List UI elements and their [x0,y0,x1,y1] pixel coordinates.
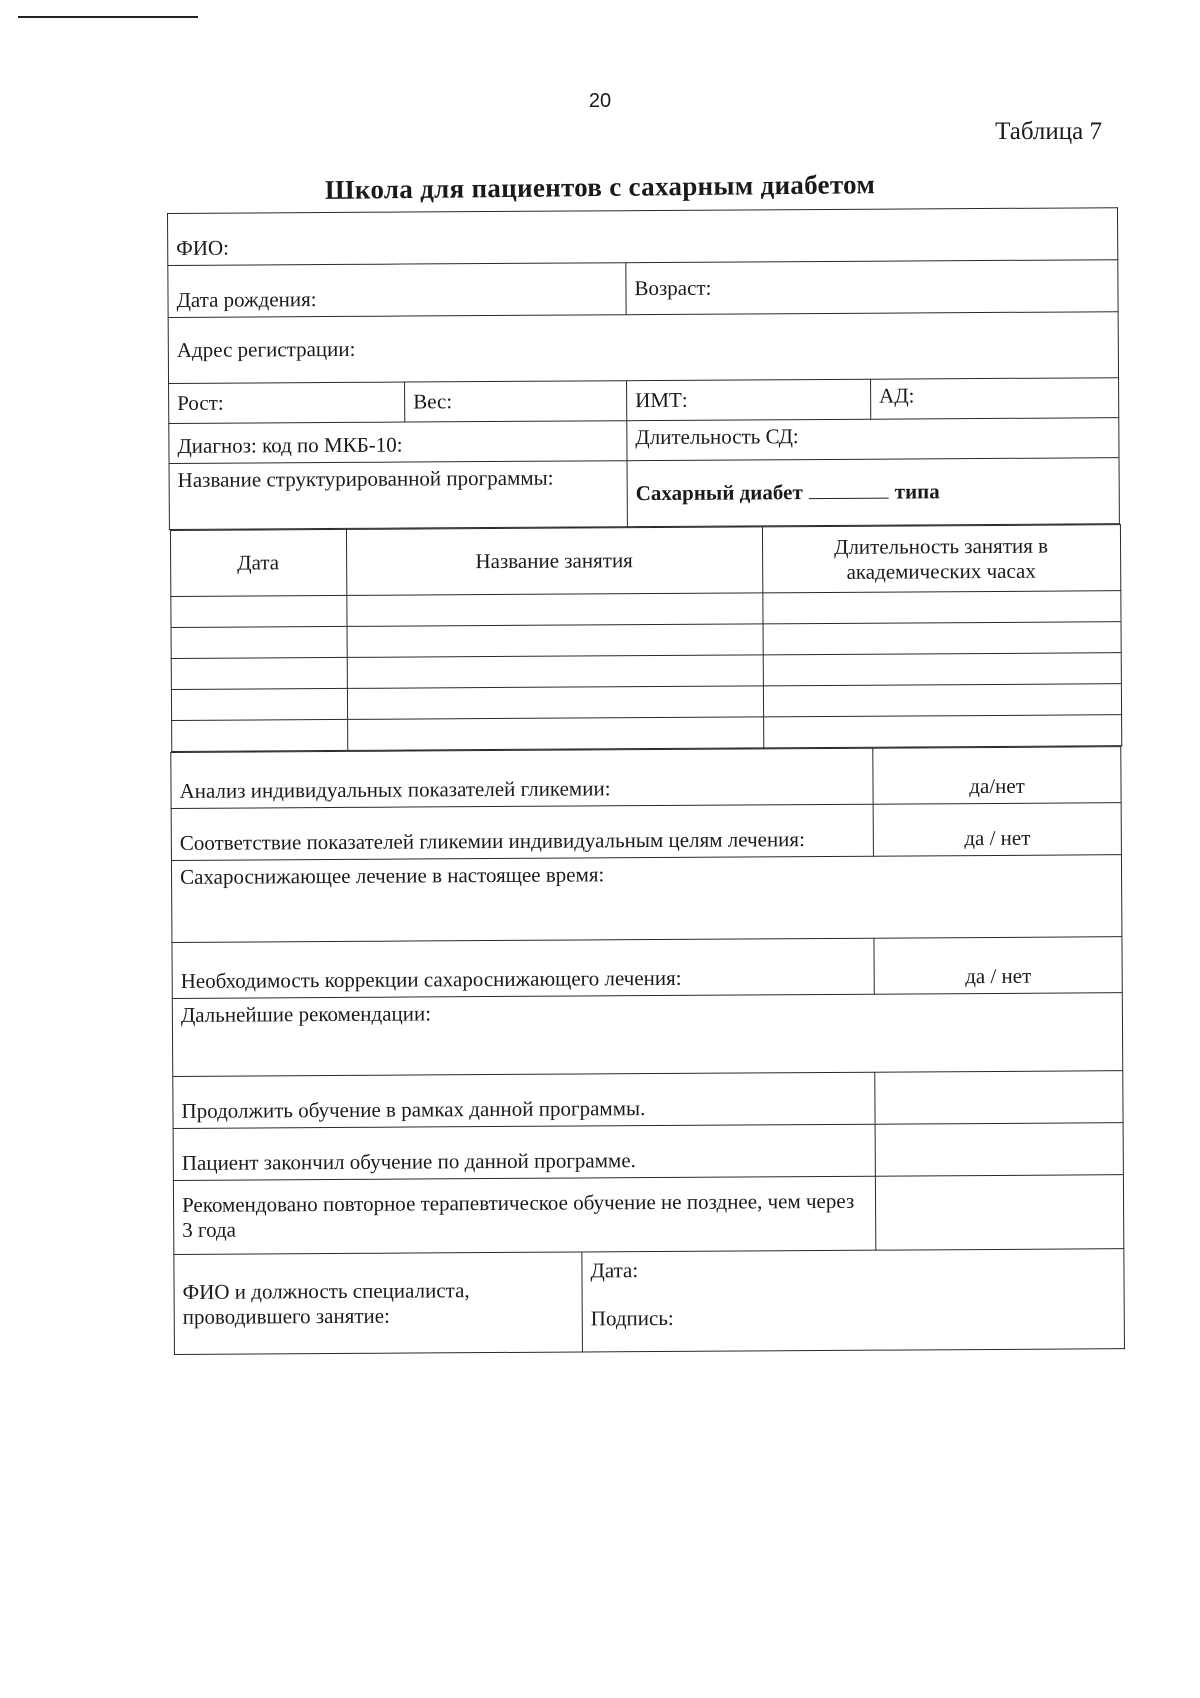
glycemia-match-label: Соответствие показателей гликемии индивидуальным целям лечения: [171,804,873,860]
lesson-duration-cell[interactable] [763,653,1121,686]
diabetes-type-suffix: типа [894,479,940,504]
weight-field[interactable]: Вес: [405,381,627,422]
recommendations-field[interactable]: Дальнейшие рекомендации: [172,993,1122,1077]
lesson-date-cell[interactable] [171,719,347,751]
patient-form [167,207,1124,1355]
lessons-header-name: Название занятия [346,527,762,596]
bmi-field[interactable]: ИМТ: [627,379,871,420]
current-treatment-field[interactable]: Сахароснижающее лечение в настоящее время: [171,855,1121,943]
diabetes-type-field[interactable] [627,458,1119,527]
lessons-header-date: Дата [170,529,346,596]
top-rule [18,16,198,18]
outcome-continue-mark[interactable] [875,1071,1123,1125]
lessons-body [170,591,1121,752]
lesson-name-cell[interactable] [347,624,763,658]
glycemia-analysis-answer[interactable]: да/нет [873,747,1121,805]
lesson-name-cell[interactable] [346,593,762,627]
form-title: Школа для пациентов с сахарным диабетом [324,169,876,205]
diabetes-type-prefix: Сахарный диабет [635,480,803,506]
lesson-row [171,715,1121,752]
bp-field[interactable]: АД: [871,378,1119,420]
date-field[interactable]: Дата: [590,1258,639,1283]
page-number: 20 [588,90,612,112]
correction-needed-answer[interactable]: да / нет [874,937,1122,995]
lessons-table [169,524,1121,752]
diagnosis-field[interactable]: Диагноз: код по МКБ-10: [169,421,627,464]
duration-sd-field[interactable]: Длительность СД: [627,418,1119,461]
birth-date-field[interactable]: Дата рождения: [168,263,626,318]
lesson-date-cell[interactable] [171,657,347,689]
glycemia-analysis-label: Анализ индивидуальных показателей гликемии: [171,748,873,808]
lesson-name-cell[interactable] [347,686,763,720]
date-signature-cell [582,1249,1125,1352]
outcome-continue-label: Продолжить обучение в рамках данной программы. [173,1072,875,1128]
lesson-duration-cell[interactable] [762,591,1120,624]
lessons-container [169,524,1120,753]
fio-field[interactable]: ФИО: [168,208,1118,266]
outcome-repeat-label: Рекомендовано повторное терапевтическое обучение не позднее, чем через 3 года [173,1176,875,1254]
outcome-completed-label: Пациент закончил обучение по данной программе. [173,1124,875,1180]
specialist-field[interactable]: ФИО и должность специалиста, проводившего занятие: [174,1252,583,1354]
signature-field[interactable]: Подпись: [590,1305,674,1331]
lesson-duration-cell[interactable] [763,684,1121,717]
height-field[interactable]: Рост: [169,382,405,423]
age-field[interactable]: Возраст: [626,260,1118,315]
address-field[interactable]: Адрес регистрации: [168,312,1118,384]
outcome-completed-mark[interactable] [875,1123,1123,1177]
lessons-header-duration: Длительность занятия в академических часах [762,525,1120,593]
outcome-repeat-mark[interactable] [875,1175,1123,1251]
lesson-duration-cell[interactable] [763,622,1121,655]
table-label: Таблица 7 [995,118,1102,145]
form-table [167,207,1125,1355]
lesson-duration-cell[interactable] [763,715,1121,748]
lesson-name-cell[interactable] [347,655,763,689]
lesson-date-cell[interactable] [170,595,346,627]
correction-needed-label: Необходимость коррекции сахароснижающего лечения: [172,938,874,998]
lesson-name-cell[interactable] [347,717,763,751]
lesson-date-cell[interactable] [171,626,347,658]
program-name-field[interactable]: Название структурированной программы: [169,461,627,530]
lesson-date-cell[interactable] [171,688,347,720]
glycemia-match-answer[interactable]: да / нет [873,803,1121,857]
diabetes-type-blank[interactable] [809,480,889,499]
